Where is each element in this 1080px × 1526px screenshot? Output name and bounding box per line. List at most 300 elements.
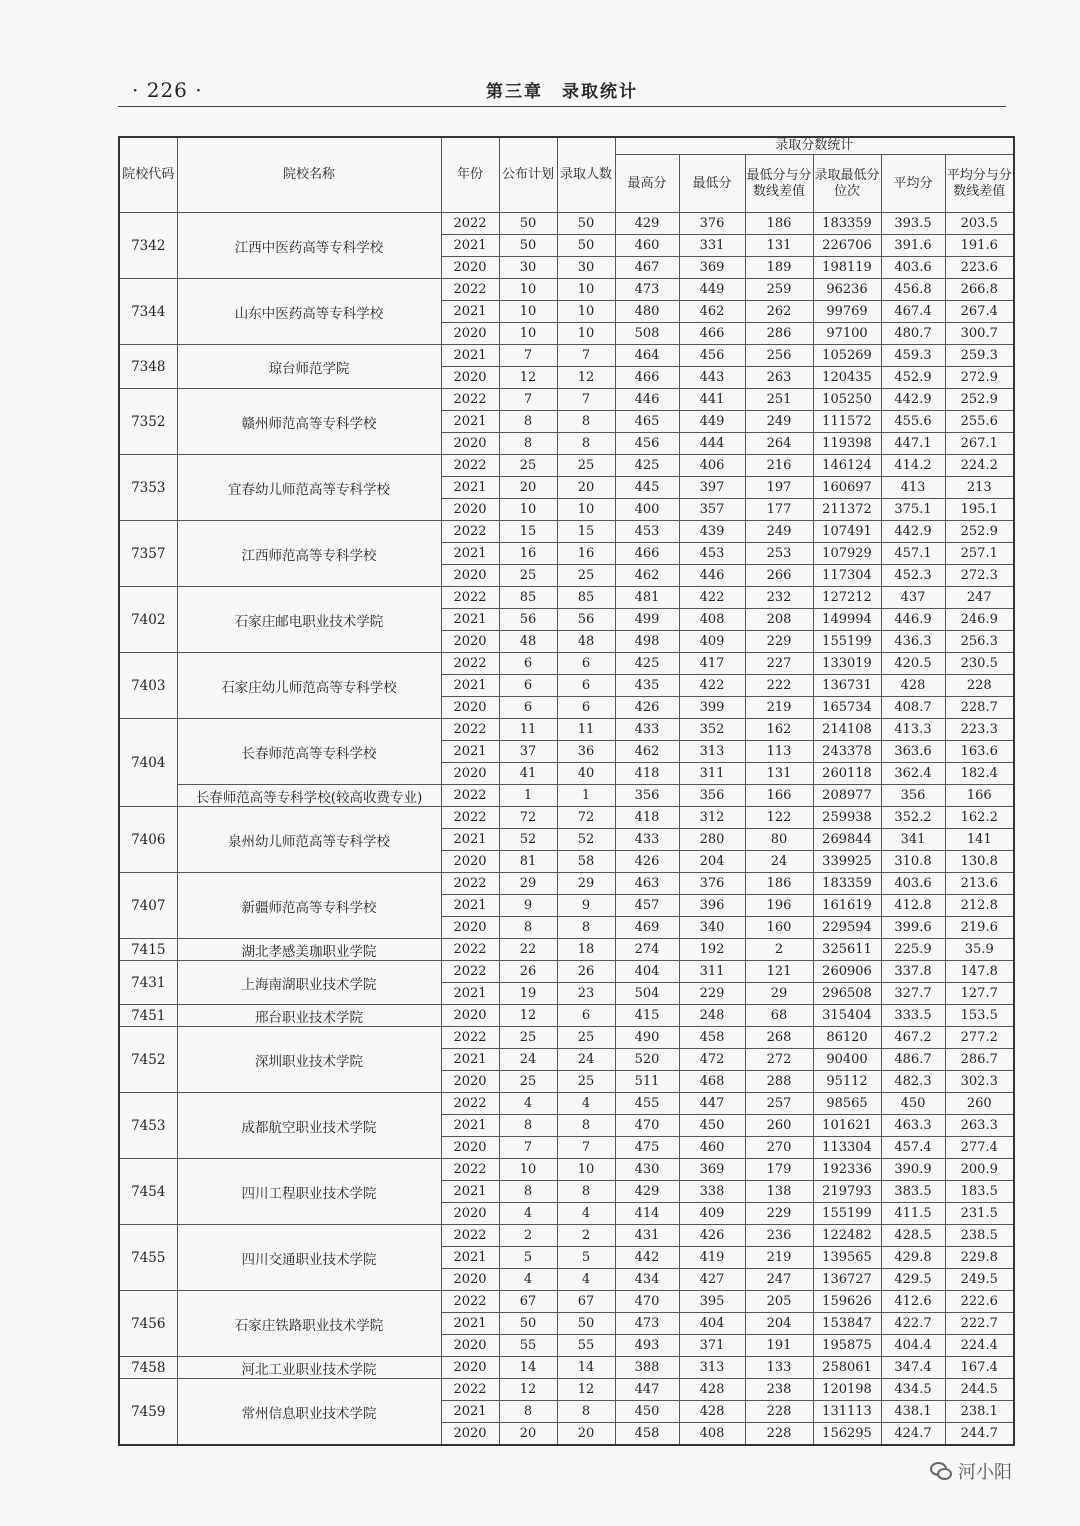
min-score-cell: 472 — [679, 1049, 745, 1071]
school-name: 江西师范高等专科学校 — [177, 521, 441, 587]
min-rank-cell: 122482 — [813, 1225, 881, 1247]
min-diff-cell: 2 — [745, 939, 813, 961]
min-rank-cell: 105250 — [813, 389, 881, 411]
plan-cell: 9 — [499, 895, 557, 917]
avg-diff-cell: 302.3 — [945, 1071, 1014, 1093]
avg-score-cell: 438.1 — [881, 1401, 945, 1423]
avg-score-cell: 455.6 — [881, 411, 945, 433]
year-cell: 2022 — [441, 1027, 499, 1049]
min-diff-cell: 266 — [745, 565, 813, 587]
max-score-cell: 414 — [615, 1203, 679, 1225]
max-score-cell: 433 — [615, 829, 679, 851]
plan-cell: 14 — [499, 1357, 557, 1379]
avg-score-cell: 414.2 — [881, 455, 945, 477]
school-name: 深圳职业技术学院 — [177, 1027, 441, 1093]
header-year: 年份 — [441, 137, 499, 213]
avg-diff-cell: 224.2 — [945, 455, 1014, 477]
admitted-cell: 10 — [557, 301, 615, 323]
min-diff-cell: 160 — [745, 917, 813, 939]
plan-cell: 24 — [499, 1049, 557, 1071]
year-cell: 2021 — [441, 829, 499, 851]
min-diff-cell: 228 — [745, 1401, 813, 1423]
admitted-cell: 85 — [557, 587, 615, 609]
min-rank-cell: 243378 — [813, 741, 881, 763]
min-diff-cell: 272 — [745, 1049, 813, 1071]
admission-table — [118, 136, 1015, 1446]
min-score-cell: 419 — [679, 1247, 745, 1269]
avg-diff-cell: 238.5 — [945, 1225, 1014, 1247]
min-score-cell: 313 — [679, 1357, 745, 1379]
admitted-cell: 12 — [557, 367, 615, 389]
plan-cell: 11 — [499, 719, 557, 741]
min-rank-cell: 214108 — [813, 719, 881, 741]
min-score-cell: 192 — [679, 939, 745, 961]
max-score-cell: 464 — [615, 345, 679, 367]
min-score-cell: 356 — [679, 785, 745, 807]
avg-score-cell: 428.5 — [881, 1225, 945, 1247]
min-rank-cell: 96236 — [813, 279, 881, 301]
avg-diff-cell: 163.6 — [945, 741, 1014, 763]
year-cell: 2022 — [441, 653, 499, 675]
min-rank-cell: 226706 — [813, 235, 881, 257]
avg-score-cell: 225.9 — [881, 939, 945, 961]
avg-diff-cell: 244.5 — [945, 1379, 1014, 1401]
plan-cell: 20 — [499, 477, 557, 499]
plan-cell: 81 — [499, 851, 557, 873]
header-max: 最高分 — [615, 155, 679, 213]
avg-diff-cell: 277.4 — [945, 1137, 1014, 1159]
admitted-cell: 9 — [557, 895, 615, 917]
min-rank-cell: 101621 — [813, 1115, 881, 1137]
avg-score-cell: 362.4 — [881, 763, 945, 785]
plan-cell: 41 — [499, 763, 557, 785]
min-score-cell: 229 — [679, 983, 745, 1005]
admitted-cell: 1 — [557, 785, 615, 807]
min-diff-cell: 263 — [745, 367, 813, 389]
plan-cell: 4 — [499, 1203, 557, 1225]
min-rank-cell: 119398 — [813, 433, 881, 455]
min-score-cell: 376 — [679, 873, 745, 895]
year-cell: 2020 — [441, 257, 499, 279]
admitted-cell: 56 — [557, 609, 615, 631]
year-cell: 2020 — [441, 917, 499, 939]
year-cell: 2020 — [441, 1071, 499, 1093]
school-name: 常州信息职业技术学院 — [177, 1379, 441, 1446]
plan-cell: 8 — [499, 1401, 557, 1423]
avg-diff-cell: 167.4 — [945, 1357, 1014, 1379]
min-score-cell: 376 — [679, 213, 745, 235]
min-rank-cell: 219793 — [813, 1181, 881, 1203]
year-cell: 2022 — [441, 279, 499, 301]
min-diff-cell: 288 — [745, 1071, 813, 1093]
plan-cell: 7 — [499, 345, 557, 367]
avg-score-cell: 411.5 — [881, 1203, 945, 1225]
year-cell: 2022 — [441, 961, 499, 983]
max-score-cell: 520 — [615, 1049, 679, 1071]
max-score-cell: 473 — [615, 1313, 679, 1335]
table-row — [119, 1159, 1014, 1181]
avg-score-cell: 391.6 — [881, 235, 945, 257]
school-code: 7459 — [119, 1379, 177, 1446]
min-rank-cell: 183359 — [813, 873, 881, 895]
year-cell: 2022 — [441, 1159, 499, 1181]
max-score-cell: 458 — [615, 1423, 679, 1446]
avg-diff-cell: 244.7 — [945, 1423, 1014, 1446]
avg-score-cell: 467.4 — [881, 301, 945, 323]
min-rank-cell: 211372 — [813, 499, 881, 521]
plan-cell: 12 — [499, 1379, 557, 1401]
plan-cell: 10 — [499, 1159, 557, 1181]
school-name: 石家庄邮电职业技术学院 — [177, 587, 441, 653]
admitted-cell: 20 — [557, 1423, 615, 1446]
avg-score-cell: 356 — [881, 785, 945, 807]
admitted-cell: 25 — [557, 455, 615, 477]
avg-diff-cell: 127.7 — [945, 983, 1014, 1005]
avg-diff-cell: 223.6 — [945, 257, 1014, 279]
min-rank-cell: 95112 — [813, 1071, 881, 1093]
admitted-cell: 48 — [557, 631, 615, 653]
plan-cell: 12 — [499, 1005, 557, 1027]
avg-score-cell: 442.9 — [881, 521, 945, 543]
avg-diff-cell: 200.9 — [945, 1159, 1014, 1181]
avg-diff-cell: 260 — [945, 1093, 1014, 1115]
school-name: 琼台师范学院 — [177, 345, 441, 389]
avg-diff-cell: 286.7 — [945, 1049, 1014, 1071]
avg-score-cell: 403.6 — [881, 873, 945, 895]
avg-score-cell: 456.8 — [881, 279, 945, 301]
min-diff-cell: 268 — [745, 1027, 813, 1049]
admitted-cell: 6 — [557, 1005, 615, 1027]
table-row — [119, 1379, 1014, 1401]
admitted-cell: 7 — [557, 1137, 615, 1159]
avg-score-cell: 447.1 — [881, 433, 945, 455]
table-row — [119, 521, 1014, 543]
max-score-cell: 481 — [615, 587, 679, 609]
table-row — [119, 785, 1014, 807]
avg-score-cell: 436.3 — [881, 631, 945, 653]
header-min-diff: 最低分与分数线差值 — [745, 155, 813, 213]
year-cell: 2021 — [441, 675, 499, 697]
max-score-cell: 455 — [615, 1093, 679, 1115]
max-score-cell: 433 — [615, 719, 679, 741]
avg-score-cell: 437 — [881, 587, 945, 609]
min-rank-cell: 139565 — [813, 1247, 881, 1269]
year-cell: 2020 — [441, 1423, 499, 1446]
min-score-cell: 406 — [679, 455, 745, 477]
max-score-cell: 465 — [615, 411, 679, 433]
plan-cell: 6 — [499, 653, 557, 675]
avg-diff-cell: 228.7 — [945, 697, 1014, 719]
min-diff-cell: 262 — [745, 301, 813, 323]
plan-cell: 20 — [499, 1423, 557, 1446]
plan-cell: 8 — [499, 1181, 557, 1203]
min-rank-cell: 97100 — [813, 323, 881, 345]
max-score-cell: 431 — [615, 1225, 679, 1247]
min-score-cell: 426 — [679, 1225, 745, 1247]
avg-score-cell: 333.5 — [881, 1005, 945, 1027]
min-score-cell: 395 — [679, 1291, 745, 1313]
min-rank-cell: 160697 — [813, 477, 881, 499]
max-score-cell: 470 — [615, 1115, 679, 1137]
min-rank-cell: 208977 — [813, 785, 881, 807]
max-score-cell: 446 — [615, 389, 679, 411]
account-name: 河小阳 — [958, 1462, 1012, 1483]
table-row — [119, 939, 1014, 961]
plan-cell: 15 — [499, 521, 557, 543]
max-score-cell: 490 — [615, 1027, 679, 1049]
min-diff-cell: 162 — [745, 719, 813, 741]
plan-cell: 22 — [499, 939, 557, 961]
avg-score-cell: 390.9 — [881, 1159, 945, 1181]
school-name: 山东中医药高等专科学校 — [177, 279, 441, 345]
min-score-cell: 449 — [679, 411, 745, 433]
plan-cell: 10 — [499, 499, 557, 521]
year-cell: 2021 — [441, 345, 499, 367]
school-code: 7456 — [119, 1291, 177, 1357]
max-score-cell: 418 — [615, 807, 679, 829]
admitted-cell: 55 — [557, 1335, 615, 1357]
avg-score-cell: 467.2 — [881, 1027, 945, 1049]
min-rank-cell: 98565 — [813, 1093, 881, 1115]
min-score-cell: 466 — [679, 323, 745, 345]
admitted-cell: 8 — [557, 1181, 615, 1203]
year-cell: 2021 — [441, 741, 499, 763]
avg-diff-cell: 219.6 — [945, 917, 1014, 939]
school-name: 四川工程职业技术学院 — [177, 1159, 441, 1225]
avg-diff-cell: 300.7 — [945, 323, 1014, 345]
school-name: 赣州师范高等专科学校 — [177, 389, 441, 455]
admitted-cell: 8 — [557, 917, 615, 939]
year-cell: 2021 — [441, 477, 499, 499]
avg-score-cell: 463.3 — [881, 1115, 945, 1137]
avg-diff-cell: 263.3 — [945, 1115, 1014, 1137]
min-diff-cell: 191 — [745, 1335, 813, 1357]
admitted-cell: 4 — [557, 1203, 615, 1225]
min-diff-cell: 29 — [745, 983, 813, 1005]
min-score-cell: 468 — [679, 1071, 745, 1093]
avg-diff-cell: 267.1 — [945, 433, 1014, 455]
avg-score-cell: 403.6 — [881, 257, 945, 279]
school-code: 7403 — [119, 653, 177, 719]
plan-cell: 50 — [499, 1313, 557, 1335]
school-name: 江西中医药高等专科学校 — [177, 213, 441, 279]
admitted-cell: 25 — [557, 1027, 615, 1049]
avg-score-cell: 429.8 — [881, 1247, 945, 1269]
min-rank-cell: 99769 — [813, 301, 881, 323]
max-score-cell: 469 — [615, 917, 679, 939]
year-cell: 2022 — [441, 807, 499, 829]
plan-cell: 26 — [499, 961, 557, 983]
avg-diff-cell: 228 — [945, 675, 1014, 697]
admitted-cell: 29 — [557, 873, 615, 895]
year-cell: 2021 — [441, 983, 499, 1005]
plan-cell: 10 — [499, 301, 557, 323]
max-score-cell: 429 — [615, 1181, 679, 1203]
max-score-cell: 463 — [615, 873, 679, 895]
year-cell: 2022 — [441, 455, 499, 477]
plan-cell: 8 — [499, 1115, 557, 1137]
plan-cell: 50 — [499, 235, 557, 257]
avg-diff-cell: 249.5 — [945, 1269, 1014, 1291]
min-score-cell: 404 — [679, 1313, 745, 1335]
max-score-cell: 466 — [615, 543, 679, 565]
plan-cell: 10 — [499, 323, 557, 345]
max-score-cell: 435 — [615, 675, 679, 697]
plan-cell: 4 — [499, 1269, 557, 1291]
school-name: 成都航空职业技术学院 — [177, 1093, 441, 1159]
min-diff-cell: 238 — [745, 1379, 813, 1401]
admitted-cell: 10 — [557, 279, 615, 301]
plan-cell: 8 — [499, 917, 557, 939]
admitted-cell: 72 — [557, 807, 615, 829]
min-score-cell: 460 — [679, 1137, 745, 1159]
avg-score-cell: 486.7 — [881, 1049, 945, 1071]
min-rank-cell: 146124 — [813, 455, 881, 477]
plan-cell: 37 — [499, 741, 557, 763]
admitted-cell: 36 — [557, 741, 615, 763]
plan-cell: 55 — [499, 1335, 557, 1357]
min-score-cell: 396 — [679, 895, 745, 917]
min-diff-cell: 249 — [745, 521, 813, 543]
avg-score-cell: 482.3 — [881, 1071, 945, 1093]
school-code: 7404 — [119, 719, 177, 807]
plan-cell: 85 — [499, 587, 557, 609]
admitted-cell: 11 — [557, 719, 615, 741]
admitted-cell: 50 — [557, 1313, 615, 1335]
year-cell: 2020 — [441, 323, 499, 345]
max-score-cell: 456 — [615, 433, 679, 455]
min-score-cell: 422 — [679, 675, 745, 697]
avg-score-cell: 424.7 — [881, 1423, 945, 1446]
min-rank-cell: 117304 — [813, 565, 881, 587]
min-rank-cell: 192336 — [813, 1159, 881, 1181]
min-rank-cell: 155199 — [813, 1203, 881, 1225]
max-score-cell: 511 — [615, 1071, 679, 1093]
avg-diff-cell: 212.8 — [945, 895, 1014, 917]
plan-cell: 16 — [499, 543, 557, 565]
max-score-cell: 425 — [615, 653, 679, 675]
year-cell: 2022 — [441, 785, 499, 807]
max-score-cell: 404 — [615, 961, 679, 983]
min-score-cell: 340 — [679, 917, 745, 939]
min-diff-cell: 232 — [745, 587, 813, 609]
year-cell: 2021 — [441, 1115, 499, 1137]
school-code: 7402 — [119, 587, 177, 653]
avg-score-cell: 310.8 — [881, 851, 945, 873]
year-cell: 2020 — [441, 763, 499, 785]
min-rank-cell: 155199 — [813, 631, 881, 653]
admitted-cell: 25 — [557, 1071, 615, 1093]
avg-score-cell: 450 — [881, 1093, 945, 1115]
avg-diff-cell: 183.5 — [945, 1181, 1014, 1203]
avg-score-cell: 413.3 — [881, 719, 945, 741]
admitted-cell: 20 — [557, 477, 615, 499]
max-score-cell: 426 — [615, 697, 679, 719]
school-code: 7453 — [119, 1093, 177, 1159]
table-row — [119, 961, 1014, 983]
header-rule — [118, 106, 1006, 107]
admitted-cell: 50 — [557, 235, 615, 257]
max-score-cell: 504 — [615, 983, 679, 1005]
avg-diff-cell: 195.1 — [945, 499, 1014, 521]
avg-diff-cell: 257.1 — [945, 543, 1014, 565]
max-score-cell: 356 — [615, 785, 679, 807]
avg-diff-cell: 259.3 — [945, 345, 1014, 367]
min-diff-cell: 24 — [745, 851, 813, 873]
min-rank-cell: 258061 — [813, 1357, 881, 1379]
school-code: 7454 — [119, 1159, 177, 1225]
table-row — [119, 1225, 1014, 1247]
min-diff-cell: 133 — [745, 1357, 813, 1379]
admitted-cell: 8 — [557, 1115, 615, 1137]
min-rank-cell: 107491 — [813, 521, 881, 543]
avg-score-cell: 457.4 — [881, 1137, 945, 1159]
school-code: 7431 — [119, 961, 177, 1005]
min-rank-cell: 183359 — [813, 213, 881, 235]
min-rank-cell: 165734 — [813, 697, 881, 719]
year-cell: 2021 — [441, 1247, 499, 1269]
school-name: 泉州幼儿师范高等专科学校 — [177, 807, 441, 873]
min-rank-cell: 260118 — [813, 763, 881, 785]
avg-score-cell: 337.8 — [881, 961, 945, 983]
plan-cell: 25 — [499, 1071, 557, 1093]
avg-score-cell: 452.3 — [881, 565, 945, 587]
table-row — [119, 1027, 1014, 1049]
min-diff-cell: 249 — [745, 411, 813, 433]
year-cell: 2022 — [441, 873, 499, 895]
table-row — [119, 807, 1014, 829]
plan-cell: 56 — [499, 609, 557, 631]
max-score-cell: 475 — [615, 1137, 679, 1159]
min-rank-cell: 149994 — [813, 609, 881, 631]
min-rank-cell: 325611 — [813, 939, 881, 961]
admitted-cell: 50 — [557, 213, 615, 235]
avg-score-cell: 480.7 — [881, 323, 945, 345]
min-score-cell: 450 — [679, 1115, 745, 1137]
max-score-cell: 426 — [615, 851, 679, 873]
avg-diff-cell: 35.9 — [945, 939, 1014, 961]
table-row — [119, 279, 1014, 301]
admitted-cell: 5 — [557, 1247, 615, 1269]
school-code: 7353 — [119, 455, 177, 521]
school-code: 7352 — [119, 389, 177, 455]
avg-score-cell: 399.6 — [881, 917, 945, 939]
avg-diff-cell: 255.6 — [945, 411, 1014, 433]
header-plan: 公布计划 — [499, 137, 557, 213]
max-score-cell: 274 — [615, 939, 679, 961]
avg-diff-cell: 153.5 — [945, 1005, 1014, 1027]
max-score-cell: 457 — [615, 895, 679, 917]
admitted-cell: 10 — [557, 1159, 615, 1181]
avg-score-cell: 428 — [881, 675, 945, 697]
avg-diff-cell: 182.4 — [945, 763, 1014, 785]
max-score-cell: 418 — [615, 763, 679, 785]
min-score-cell: 462 — [679, 301, 745, 323]
plan-cell: 6 — [499, 697, 557, 719]
max-score-cell: 499 — [615, 609, 679, 631]
min-rank-cell: 120198 — [813, 1379, 881, 1401]
min-diff-cell: 229 — [745, 1203, 813, 1225]
min-score-cell: 428 — [679, 1401, 745, 1423]
max-score-cell: 470 — [615, 1291, 679, 1313]
table-row — [119, 873, 1014, 895]
min-score-cell: 422 — [679, 587, 745, 609]
min-score-cell: 357 — [679, 499, 745, 521]
max-score-cell: 460 — [615, 235, 679, 257]
table-row — [119, 653, 1014, 675]
header-name: 院校名称 — [177, 137, 441, 213]
plan-cell: 8 — [499, 433, 557, 455]
